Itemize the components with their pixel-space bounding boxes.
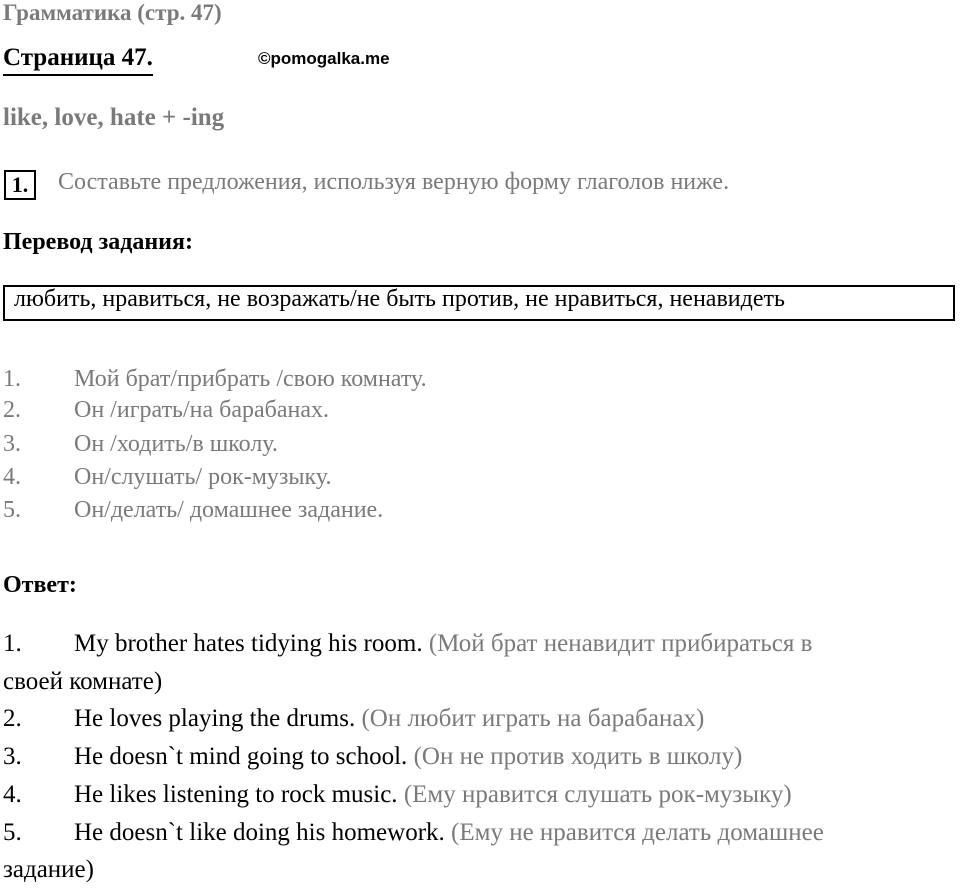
answer-item-number: 4. [3, 781, 22, 808]
task-number-box: 1. [4, 170, 36, 200]
task-item-text: Он /ходить/в школу. [74, 431, 278, 457]
answer-item-number: 1. [3, 630, 22, 657]
answer-translation-continuation: задание) [3, 856, 94, 883]
task-item-text: Он/делать/ домашнее задание. [74, 497, 384, 523]
answer-item [74, 705, 704, 733]
answer-translation: (Он любит играть на барабанах) [361, 705, 705, 732]
answer-item [74, 781, 792, 809]
task-item-number: 4. [3, 464, 21, 490]
task-item-text: Мой брат/прибрать /свою комнату. [74, 366, 427, 392]
answer-translation: (Мой брат ненавидит прибираться в [428, 630, 813, 657]
translation-heading: Перевод задания: [3, 229, 193, 255]
answer-english: He likes listening to rock music. [74, 781, 398, 808]
answer-english: My brother hates tidying his room. [74, 630, 423, 657]
answer-translation: (Ему не нравится делать домашнее [451, 819, 824, 846]
answer-heading: Ответ: [3, 572, 77, 598]
answer-english: He loves playing the drums. [74, 705, 356, 732]
answer-item-number: 3. [3, 743, 22, 770]
task-item-text: Он /играть/на барабанах. [74, 397, 330, 423]
answer-item-number: 5. [3, 819, 22, 846]
answer-english: He doesn`t like doing his homework. [74, 819, 445, 846]
task-item-number: 2. [3, 397, 21, 423]
task-item-number: 3. [3, 431, 21, 457]
task-instruction: Составьте предложения, используя верную форму глаголов ниже. [58, 169, 730, 195]
watermark: ©pomogalka.me [258, 49, 390, 68]
answer-item [74, 743, 742, 771]
task-item-number: 5. [3, 497, 21, 523]
answer-english: He doesn`t mind going to school. [74, 743, 408, 770]
answer-item [74, 819, 824, 847]
answer-translation: (Ему нравится слушать рок-музыку) [403, 781, 792, 808]
task-item-number: 1. [3, 366, 21, 392]
answer-item [74, 630, 812, 658]
topic-heading: like, love, hate + -ing [3, 104, 225, 131]
verbs-list: любить, нравиться, не возражать/не быть против, не нравиться, ненавидеть [14, 286, 785, 312]
document-title: Грамматика (стр. 47) [3, 0, 222, 25]
answer-translation-continuation: своей комнате) [3, 668, 163, 695]
page-heading: Страница 47. [3, 44, 153, 76]
answer-translation: (Он не против ходить в школу) [413, 743, 743, 770]
task-item-text: Он/слушать/ рок-музыку. [74, 464, 332, 490]
answer-item-number: 2. [3, 705, 22, 732]
